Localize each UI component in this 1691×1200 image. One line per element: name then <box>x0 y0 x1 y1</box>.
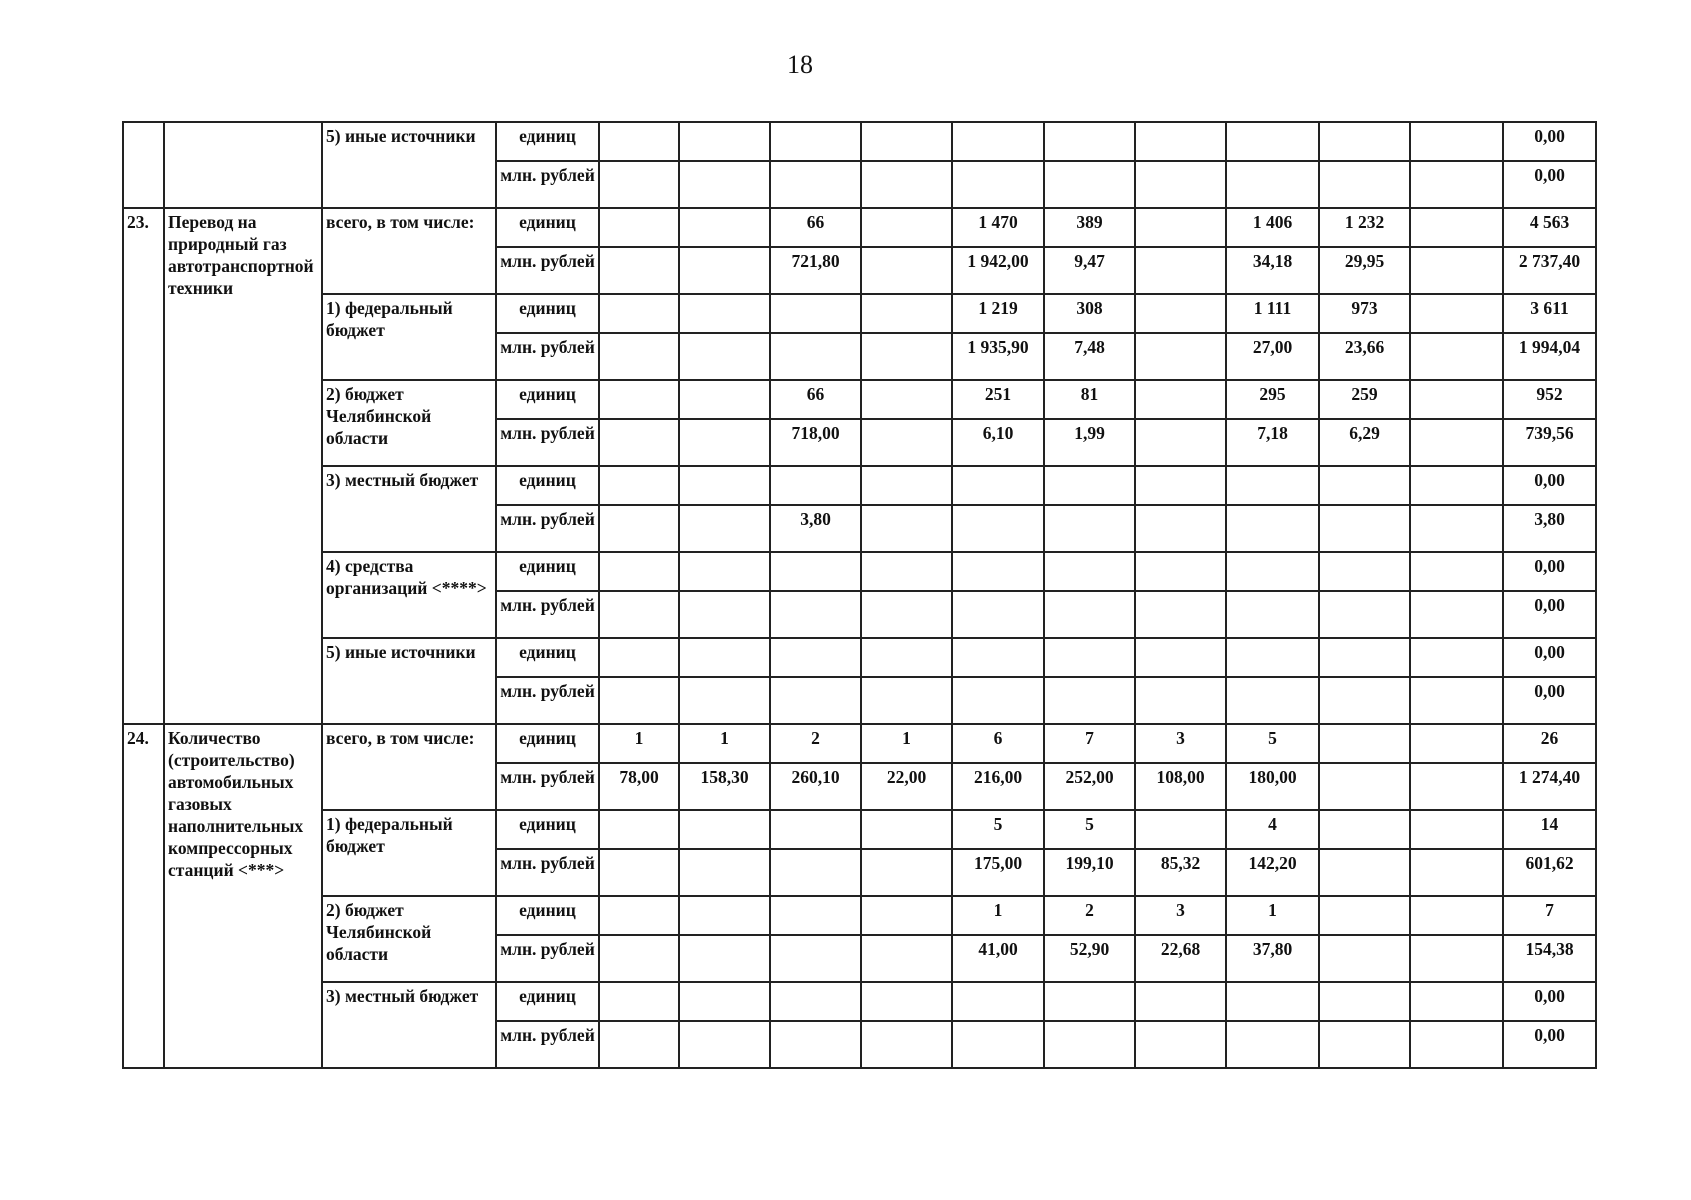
unit-label: млн. рублей <box>496 505 599 552</box>
value-cell: 66 <box>770 208 861 247</box>
value-cell <box>861 849 952 896</box>
value-cell <box>1410 333 1503 380</box>
value-cell <box>679 677 770 724</box>
value-cell <box>1135 810 1226 849</box>
unit-label: единиц <box>496 552 599 591</box>
item-name <box>164 122 322 208</box>
value-cell: 6 <box>952 724 1044 763</box>
value-cell <box>599 247 679 294</box>
value-cell <box>952 677 1044 724</box>
value-cell: 3,80 <box>770 505 861 552</box>
value-cell: 29,95 <box>1319 247 1410 294</box>
value-cell <box>1044 552 1135 591</box>
item-number: 24. <box>123 724 164 1068</box>
value-cell <box>599 161 679 208</box>
value-cell <box>1135 333 1226 380</box>
value-cell <box>679 505 770 552</box>
unit-label: единиц <box>496 466 599 505</box>
table-row <box>123 294 1596 333</box>
unit-label: единиц <box>496 380 599 419</box>
funding-source: всего, в том числе: <box>322 724 496 810</box>
value-cell <box>599 638 679 677</box>
value-cell <box>1135 638 1226 677</box>
value-cell <box>1319 466 1410 505</box>
total-cell: 1 994,04 <box>1503 333 1596 380</box>
value-cell <box>1319 724 1410 763</box>
unit-label: млн. рублей <box>496 247 599 294</box>
value-cell <box>1319 763 1410 810</box>
value-cell <box>1319 896 1410 935</box>
value-cell <box>1319 810 1410 849</box>
value-cell <box>952 638 1044 677</box>
value-cell <box>1410 552 1503 591</box>
funding-source: 4) средства организаций <****> <box>322 552 496 638</box>
value-cell: 175,00 <box>952 849 1044 896</box>
value-cell <box>770 677 861 724</box>
value-cell <box>861 122 952 161</box>
value-cell <box>1135 552 1226 591</box>
value-cell <box>861 380 952 419</box>
table-row <box>123 896 1596 935</box>
value-cell: 22,00 <box>861 763 952 810</box>
value-cell <box>599 122 679 161</box>
item-name: Перевод на природный газ автотранспортной техники <box>164 208 322 724</box>
value-cell <box>861 591 952 638</box>
value-cell <box>861 1021 952 1068</box>
value-cell <box>679 208 770 247</box>
page-number: 18 <box>787 50 813 79</box>
value-cell <box>952 982 1044 1021</box>
total-cell: 0,00 <box>1503 591 1596 638</box>
funding-source: всего, в том числе: <box>322 208 496 294</box>
value-cell <box>1135 380 1226 419</box>
value-cell <box>599 505 679 552</box>
unit-label: млн. рублей <box>496 419 599 466</box>
value-cell: 4 <box>1226 810 1319 849</box>
item-number: 23. <box>123 208 164 724</box>
value-cell: 52,90 <box>1044 935 1135 982</box>
value-cell <box>1226 591 1319 638</box>
funding-source: 5) иные источники <box>322 122 496 208</box>
value-cell <box>679 638 770 677</box>
value-cell <box>1319 638 1410 677</box>
value-cell <box>679 591 770 638</box>
value-cell <box>861 677 952 724</box>
value-cell <box>861 419 952 466</box>
value-cell <box>1410 505 1503 552</box>
value-cell <box>952 466 1044 505</box>
value-cell <box>1044 677 1135 724</box>
total-cell: 0,00 <box>1503 638 1596 677</box>
value-cell: 1 <box>679 724 770 763</box>
value-cell <box>1410 982 1503 1021</box>
value-cell <box>1410 1021 1503 1068</box>
total-cell: 739,56 <box>1503 419 1596 466</box>
table-row <box>123 466 1596 505</box>
value-cell: 251 <box>952 380 1044 419</box>
table-row <box>123 380 1596 419</box>
value-cell <box>1226 982 1319 1021</box>
value-cell <box>1319 505 1410 552</box>
value-cell <box>599 294 679 333</box>
table-row <box>123 208 1596 247</box>
value-cell <box>1135 466 1226 505</box>
value-cell <box>599 896 679 935</box>
value-cell <box>861 810 952 849</box>
value-cell <box>1410 466 1503 505</box>
value-cell: 252,00 <box>1044 763 1135 810</box>
unit-label: млн. рублей <box>496 161 599 208</box>
value-cell <box>861 935 952 982</box>
value-cell <box>861 161 952 208</box>
value-cell <box>599 208 679 247</box>
value-cell <box>861 294 952 333</box>
value-cell: 66 <box>770 380 861 419</box>
unit-label: единиц <box>496 294 599 333</box>
total-cell: 2 737,40 <box>1503 247 1596 294</box>
value-cell <box>1044 161 1135 208</box>
value-cell: 1 <box>861 724 952 763</box>
total-cell: 3,80 <box>1503 505 1596 552</box>
value-cell <box>1226 638 1319 677</box>
value-cell <box>770 333 861 380</box>
total-cell: 3 611 <box>1503 294 1596 333</box>
funding-source: 3) местный бюджет <box>322 982 496 1068</box>
value-cell <box>1319 122 1410 161</box>
table-row <box>123 810 1596 849</box>
total-cell: 7 <box>1503 896 1596 935</box>
value-cell <box>861 333 952 380</box>
value-cell: 1,99 <box>1044 419 1135 466</box>
value-cell: 27,00 <box>1226 333 1319 380</box>
value-cell <box>1410 810 1503 849</box>
value-cell <box>599 1021 679 1068</box>
funding-source: 2) бюджет Челябинской области <box>322 896 496 982</box>
value-cell <box>599 677 679 724</box>
value-cell <box>1410 849 1503 896</box>
value-cell <box>1410 247 1503 294</box>
value-cell <box>1135 677 1226 724</box>
value-cell: 389 <box>1044 208 1135 247</box>
value-cell: 1 <box>952 896 1044 935</box>
value-cell <box>1135 208 1226 247</box>
value-cell <box>952 161 1044 208</box>
unit-label: млн. рублей <box>496 1021 599 1068</box>
value-cell <box>1044 982 1135 1021</box>
value-cell <box>770 810 861 849</box>
value-cell: 23,66 <box>1319 333 1410 380</box>
value-cell <box>1044 638 1135 677</box>
value-cell <box>679 333 770 380</box>
value-cell: 6,10 <box>952 419 1044 466</box>
value-cell <box>679 294 770 333</box>
value-cell <box>679 552 770 591</box>
value-cell <box>599 982 679 1021</box>
value-cell: 260,10 <box>770 763 861 810</box>
value-cell <box>1319 982 1410 1021</box>
total-cell: 0,00 <box>1503 677 1596 724</box>
unit-label: млн. рублей <box>496 935 599 982</box>
value-cell <box>679 935 770 982</box>
unit-label: млн. рублей <box>496 677 599 724</box>
value-cell <box>599 380 679 419</box>
value-cell <box>599 466 679 505</box>
value-cell: 1 232 <box>1319 208 1410 247</box>
unit-label: млн. рублей <box>496 849 599 896</box>
funding-table <box>122 121 1597 1069</box>
value-cell: 34,18 <box>1226 247 1319 294</box>
table-row <box>123 724 1596 763</box>
value-cell: 973 <box>1319 294 1410 333</box>
unit-label: единиц <box>496 982 599 1021</box>
value-cell: 41,00 <box>952 935 1044 982</box>
value-cell <box>1135 247 1226 294</box>
value-cell <box>679 419 770 466</box>
funding-source: 1) федеральный бюджет <box>322 294 496 380</box>
value-cell <box>861 247 952 294</box>
value-cell <box>1135 1021 1226 1068</box>
value-cell: 216,00 <box>952 763 1044 810</box>
value-cell: 2 <box>770 724 861 763</box>
total-cell: 0,00 <box>1503 982 1596 1021</box>
value-cell <box>599 552 679 591</box>
value-cell <box>1044 591 1135 638</box>
value-cell <box>599 591 679 638</box>
table-row <box>123 122 1596 161</box>
value-cell <box>1135 122 1226 161</box>
value-cell: 3 <box>1135 724 1226 763</box>
value-cell <box>679 1021 770 1068</box>
unit-label: единиц <box>496 122 599 161</box>
value-cell <box>1410 122 1503 161</box>
value-cell <box>861 982 952 1021</box>
table-row <box>123 982 1596 1021</box>
value-cell <box>1319 591 1410 638</box>
value-cell <box>770 466 861 505</box>
value-cell: 1 935,90 <box>952 333 1044 380</box>
value-cell <box>1319 552 1410 591</box>
total-cell: 0,00 <box>1503 552 1596 591</box>
value-cell <box>952 505 1044 552</box>
value-cell: 180,00 <box>1226 763 1319 810</box>
value-cell <box>770 638 861 677</box>
value-cell <box>861 466 952 505</box>
value-cell <box>770 122 861 161</box>
value-cell <box>1044 122 1135 161</box>
value-cell: 7 <box>1044 724 1135 763</box>
value-cell: 85,32 <box>1135 849 1226 896</box>
value-cell <box>861 896 952 935</box>
value-cell: 718,00 <box>770 419 861 466</box>
value-cell <box>952 1021 1044 1068</box>
value-cell: 295 <box>1226 380 1319 419</box>
value-cell <box>679 380 770 419</box>
value-cell <box>1226 552 1319 591</box>
value-cell <box>679 849 770 896</box>
value-cell <box>952 591 1044 638</box>
value-cell <box>1410 638 1503 677</box>
value-cell <box>861 638 952 677</box>
value-cell <box>1410 896 1503 935</box>
total-cell: 0,00 <box>1503 122 1596 161</box>
value-cell <box>1226 677 1319 724</box>
value-cell <box>1135 294 1226 333</box>
value-cell: 3 <box>1135 896 1226 935</box>
value-cell: 1 111 <box>1226 294 1319 333</box>
total-cell: 0,00 <box>1503 466 1596 505</box>
value-cell <box>1410 208 1503 247</box>
value-cell: 5 <box>1226 724 1319 763</box>
unit-label: единиц <box>496 896 599 935</box>
value-cell: 142,20 <box>1226 849 1319 896</box>
value-cell <box>1226 505 1319 552</box>
value-cell <box>1226 122 1319 161</box>
unit-label: единиц <box>496 810 599 849</box>
value-cell: 7,18 <box>1226 419 1319 466</box>
value-cell <box>1044 466 1135 505</box>
total-cell: 4 563 <box>1503 208 1596 247</box>
value-cell: 1 942,00 <box>952 247 1044 294</box>
value-cell: 199,10 <box>1044 849 1135 896</box>
value-cell <box>770 294 861 333</box>
unit-label: единиц <box>496 724 599 763</box>
value-cell <box>679 161 770 208</box>
value-cell <box>861 505 952 552</box>
funding-source: 5) иные источники <box>322 638 496 724</box>
value-cell <box>1410 294 1503 333</box>
value-cell: 1 <box>1226 896 1319 935</box>
unit-label: млн. рублей <box>496 591 599 638</box>
value-cell <box>1135 419 1226 466</box>
value-cell <box>770 552 861 591</box>
value-cell <box>1410 419 1503 466</box>
value-cell: 5 <box>952 810 1044 849</box>
total-cell: 952 <box>1503 380 1596 419</box>
value-cell <box>861 208 952 247</box>
total-cell: 0,00 <box>1503 1021 1596 1068</box>
value-cell <box>1226 1021 1319 1068</box>
funding-source: 3) местный бюджет <box>322 466 496 552</box>
value-cell <box>679 466 770 505</box>
value-cell <box>1226 161 1319 208</box>
value-cell: 22,68 <box>1135 935 1226 982</box>
value-cell: 37,80 <box>1226 935 1319 982</box>
value-cell <box>770 161 861 208</box>
value-cell: 81 <box>1044 380 1135 419</box>
unit-label: единиц <box>496 208 599 247</box>
value-cell <box>1135 505 1226 552</box>
value-cell: 308 <box>1044 294 1135 333</box>
value-cell <box>770 849 861 896</box>
total-cell: 14 <box>1503 810 1596 849</box>
table-row <box>123 552 1596 591</box>
value-cell: 1 406 <box>1226 208 1319 247</box>
value-cell <box>1044 505 1135 552</box>
value-cell: 6,29 <box>1319 419 1410 466</box>
value-cell <box>770 896 861 935</box>
value-cell <box>1319 161 1410 208</box>
item-name: Количество (строительство) автомобильных газовых наполнительных компрессорных станций <***> <box>164 724 322 1068</box>
value-cell <box>599 849 679 896</box>
value-cell <box>599 810 679 849</box>
value-cell: 2 <box>1044 896 1135 935</box>
value-cell <box>1135 161 1226 208</box>
value-cell <box>1319 849 1410 896</box>
value-cell <box>952 122 1044 161</box>
value-cell: 1 <box>599 724 679 763</box>
value-cell: 158,30 <box>679 763 770 810</box>
funding-source: 2) бюджет Челябинской области <box>322 380 496 466</box>
value-cell: 78,00 <box>599 763 679 810</box>
total-cell: 26 <box>1503 724 1596 763</box>
value-cell <box>1319 1021 1410 1068</box>
value-cell <box>599 333 679 380</box>
table-row <box>123 638 1596 677</box>
value-cell <box>952 552 1044 591</box>
total-cell: 601,62 <box>1503 849 1596 896</box>
value-cell <box>1226 466 1319 505</box>
value-cell: 1 219 <box>952 294 1044 333</box>
unit-label: единиц <box>496 638 599 677</box>
value-cell <box>679 810 770 849</box>
value-cell <box>1410 380 1503 419</box>
value-cell: 7,48 <box>1044 333 1135 380</box>
value-cell: 259 <box>1319 380 1410 419</box>
total-cell: 1 274,40 <box>1503 763 1596 810</box>
value-cell <box>770 982 861 1021</box>
total-cell: 154,38 <box>1503 935 1596 982</box>
value-cell: 108,00 <box>1135 763 1226 810</box>
value-cell <box>679 247 770 294</box>
value-cell <box>1319 677 1410 724</box>
total-cell: 0,00 <box>1503 161 1596 208</box>
value-cell <box>770 1021 861 1068</box>
value-cell <box>1410 724 1503 763</box>
value-cell <box>861 552 952 591</box>
value-cell <box>679 122 770 161</box>
value-cell <box>1319 935 1410 982</box>
value-cell <box>1410 591 1503 638</box>
value-cell <box>1410 677 1503 724</box>
value-cell: 1 470 <box>952 208 1044 247</box>
value-cell <box>1135 591 1226 638</box>
value-cell <box>679 982 770 1021</box>
value-cell <box>1410 935 1503 982</box>
value-cell <box>599 935 679 982</box>
value-cell: 5 <box>1044 810 1135 849</box>
value-cell <box>1135 982 1226 1021</box>
value-cell <box>770 591 861 638</box>
value-cell <box>679 896 770 935</box>
value-cell <box>1044 1021 1135 1068</box>
funding-source: 1) федеральный бюджет <box>322 810 496 896</box>
value-cell <box>770 935 861 982</box>
value-cell: 9,47 <box>1044 247 1135 294</box>
value-cell <box>1410 763 1503 810</box>
value-cell: 721,80 <box>770 247 861 294</box>
unit-label: млн. рублей <box>496 763 599 810</box>
unit-label: млн. рублей <box>496 333 599 380</box>
value-cell <box>1410 161 1503 208</box>
item-number <box>123 122 164 208</box>
value-cell <box>599 419 679 466</box>
